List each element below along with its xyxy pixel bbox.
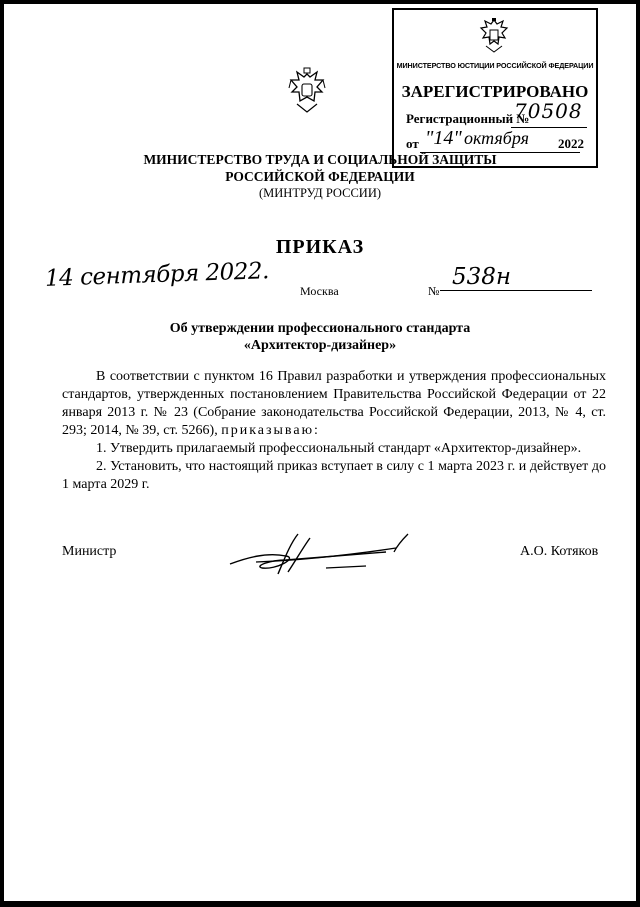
order-item-2: 2. Установить, что настоящий приказ вступает в силу с 1 марта 2023 г. и действует до 1 марта 2029 г. — [62, 459, 606, 492]
ministry-title-line1: МИНИСТЕРСТВО ТРУДА И СОЦИАЛЬНОЙ ЗАЩИТЫ — [143, 152, 497, 167]
signatory-name: А.О. Котяков — [520, 544, 599, 559]
subject-line1: Об утверждении профессионального стандарта — [169, 321, 471, 336]
stamp-number-label: Регистрационный № — [406, 111, 530, 126]
ministry-title-line2: РОССИЙСКОЙ ФЕДЕРАЦИИ — [225, 169, 415, 184]
order-title: ПРИКАЗ — [275, 236, 365, 258]
stamp-date-year: 2022 — [558, 136, 584, 151]
stamp-status: ЗАРЕГИСТРИРОВАНО — [401, 82, 589, 101]
coat-of-arms-icon — [287, 66, 327, 116]
eagle-emblem-icon — [476, 16, 512, 56]
stamp-date-day: "14" — [425, 127, 462, 149]
subject-line2: «Архитектор-дизайнер» — [243, 338, 397, 353]
order-number-underline — [440, 290, 592, 291]
order-item-1: 1. Утвердить прилагаемый профессиональный стандарт «Архитектор-дизайнер». — [96, 441, 582, 456]
stamp-ministry-name: МИНИСТЕРСТВО ЮСТИЦИИ РОССИЙСКОЙ ФЕДЕРАЦИИ — [396, 61, 594, 70]
order-date-handwritten: 14 сентября 2022. — [44, 258, 270, 292]
order-number-handwritten: 538н — [452, 264, 512, 290]
signatory-role: Министр — [62, 544, 117, 559]
registration-stamp — [392, 8, 598, 168]
stamp-date-label: от — [406, 136, 419, 151]
order-number-label: № — [428, 284, 440, 298]
order-body — [62, 368, 606, 494]
stamp-number-value: 70508 — [514, 99, 583, 123]
ministry-short-name: (МИНТРУД РОССИИ) — [258, 186, 382, 200]
stamp-date-month: октября — [464, 128, 529, 148]
order-city: Москва — [300, 284, 339, 298]
preamble-text: В соответствии с пунктом 16 Правил разработки и утверждения профессиональных стандартов, утвержденных постановлением Правительства Российской Федерации от 22 января 2013 г. № 23 (Собрание законодательства Российской Федерации, 2013, № 4, ст. 293; 2014, № 39, ст. 5266), — [62, 369, 606, 438]
preamble-paragraph — [62, 368, 606, 440]
handwritten-signature — [226, 530, 416, 578]
order-word: приказываю: — [221, 423, 320, 438]
